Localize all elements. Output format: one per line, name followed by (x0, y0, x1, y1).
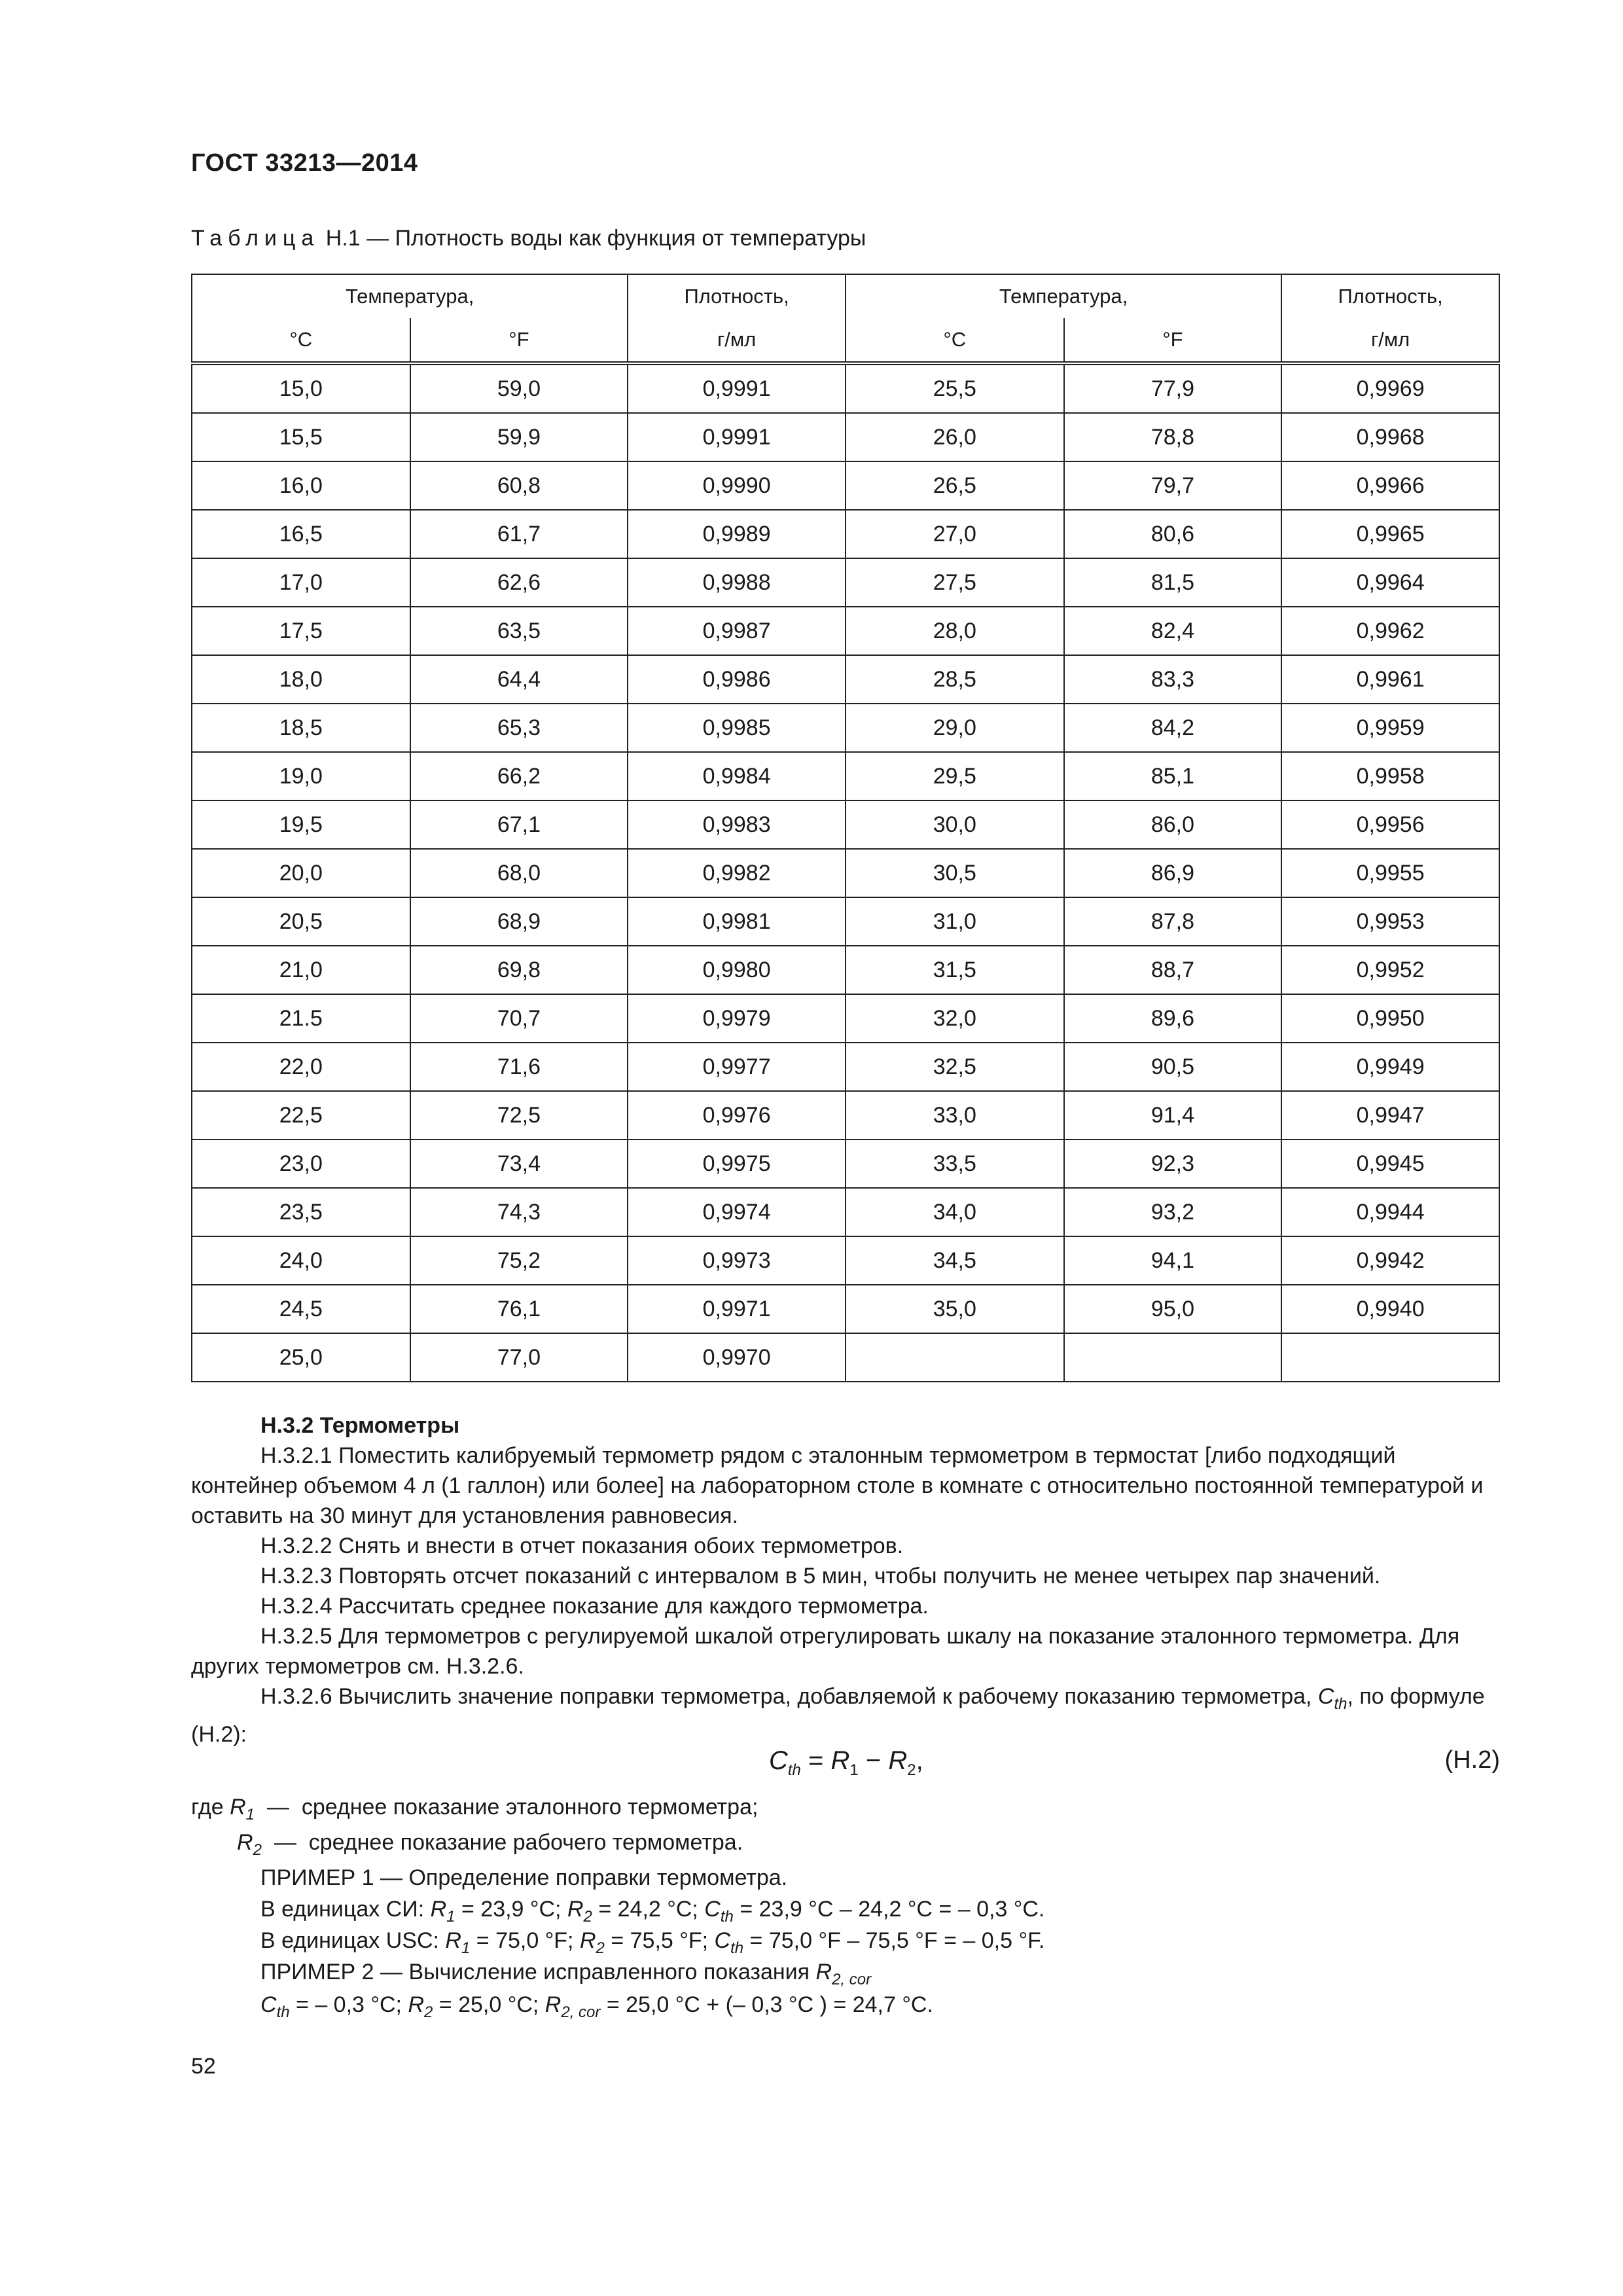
table-cell: 28,0 (846, 607, 1064, 655)
table-cell: 21,0 (192, 946, 410, 994)
table-cell: 0,9984 (628, 752, 846, 800)
table-cell: 17,0 (192, 558, 410, 607)
table-cell: 92,3 (1064, 1139, 1282, 1188)
density-table-body (192, 363, 1499, 1382)
table-row (192, 558, 1499, 607)
table-cell: 85,1 (1064, 752, 1282, 800)
table-cell: 0,9964 (1281, 558, 1499, 607)
table-row (192, 704, 1499, 752)
table-cell: 0,9990 (628, 461, 846, 510)
table-cell: 63,5 (410, 607, 628, 655)
where-r2: $R_2$ — среднее показание рабочего термометра. (237, 1830, 743, 1859)
paragraph-h323: Н.3.2.3 Повторять отсчет показаний с интервалом в 5 мин, чтобы получить не менее четырех пар значений. (260, 1564, 1381, 1588)
table-cell: 88,7 (1064, 946, 1282, 994)
table-cell: 27,5 (846, 558, 1064, 607)
table-cell: 0,9949 (1281, 1043, 1499, 1091)
unit-celsius-right: °C (846, 318, 1064, 363)
table-cell: 0,9986 (628, 655, 846, 704)
paragraph-h321: Н.3.2.1 Поместить калибруемый термометр рядом с эталонным термометром в термостат [либо подходящий контейнер объемом 4 л (1 галлон) или более] на лабораторном столе в комнате с относительно постоянной температурой и оставить на 30 минут для установления равновесия. (191, 1443, 1484, 1528)
table-cell: 0,9975 (628, 1139, 846, 1188)
table-cell: 21.5 (192, 994, 410, 1043)
header-density-left: Плотность, (628, 274, 846, 318)
table-cell: 77,9 (1064, 363, 1282, 413)
table-cell: 74,3 (410, 1188, 628, 1236)
table-cell (1064, 1333, 1282, 1382)
example-1-usc: В единицах USC: $R_1 = 75,0$ °F; $R_2 = 75,5$ °F; $C_{th} = 75,0$ °F – 75,5 °F = – 0,5 °F. (260, 1928, 1045, 1957)
paragraph-h324: Н.3.2.4 Рассчитать среднее показание для каждого термометра. (260, 1594, 929, 1619)
unit-gml-left: г/мл (628, 318, 846, 363)
table-cell: 66,2 (410, 752, 628, 800)
table-cell: 0,9950 (1281, 994, 1499, 1043)
table-cell: 90,5 (1064, 1043, 1282, 1091)
table-cell: 0,9979 (628, 994, 846, 1043)
table-row (192, 1285, 1499, 1333)
example-2-title: ПРИМЕР 2 — Вычисление исправленного показания $R_{2, cor}$ (260, 1960, 872, 1988)
table-cell: 0,9987 (628, 607, 846, 655)
table-cell: 25,0 (192, 1333, 410, 1382)
table-cell: 34,5 (846, 1236, 1064, 1285)
table-cell: 89,6 (1064, 994, 1282, 1043)
table-cell: 95,0 (1064, 1285, 1282, 1333)
table-cell: 24,0 (192, 1236, 410, 1285)
table-cell: 60,8 (410, 461, 628, 510)
table-cell: 18,5 (192, 704, 410, 752)
paragraph-h326-end: , по формуле (Н.2): (191, 1684, 1485, 1747)
unit-celsius-left: °C (192, 318, 410, 363)
table-cell: 68,9 (410, 897, 628, 946)
document-header: ГОСТ 33213—2014 (191, 149, 418, 177)
table-cell: 61,7 (410, 510, 628, 558)
table-cell: 84,2 (1064, 704, 1282, 752)
table-cell: 79,7 (1064, 461, 1282, 510)
where-r1: где $R_1$ — среднее показание эталонного термометра; (191, 1795, 758, 1823)
table-cell: 19,0 (192, 752, 410, 800)
table-cell: 78,8 (1064, 413, 1282, 461)
table-row (192, 655, 1499, 704)
formula-h2: $C_{th} = R_1 - R_2$, (769, 1746, 923, 1779)
table-cell: 76,1 (410, 1285, 628, 1333)
table-row (192, 1236, 1499, 1285)
table-cell: 29,0 (846, 704, 1064, 752)
table-cell: 23,5 (192, 1188, 410, 1236)
example-2-calc: $C_{th}$ = – 0,3 °C; $R_2 = 25,0$ °C; $R_{2, cor} = 25,0$ °C + (– 0,3 °C ) = 24,7 °C. (260, 1992, 933, 2021)
table-row (192, 1043, 1499, 1091)
table-caption-prefix: Таблица (191, 226, 320, 251)
table-cell: 29,5 (846, 752, 1064, 800)
table-cell: 73,4 (410, 1139, 628, 1188)
table-row (192, 607, 1499, 655)
table-cell: 15,5 (192, 413, 410, 461)
table-cell: 0,9962 (1281, 607, 1499, 655)
table-row (192, 1188, 1499, 1236)
density-table (191, 274, 1500, 1382)
table-cell: 94,1 (1064, 1236, 1282, 1285)
table-cell: 71,6 (410, 1043, 628, 1091)
table-cell: 0,9945 (1281, 1139, 1499, 1188)
table-row (192, 994, 1499, 1043)
paragraph-h325: Н.3.2.5 Для термометров с регулируемой шкалой отрегулировать шкалу на показание эталонного термометра. Для других термометров см. Н.3.2.6. (191, 1624, 1460, 1679)
table-cell: 0,9965 (1281, 510, 1499, 558)
table-row (192, 363, 1499, 413)
table-cell: 0,9968 (1281, 413, 1499, 461)
table-cell (846, 1333, 1064, 1382)
section-heading: Н.3.2 Термометры (260, 1413, 460, 1438)
table-cell: 0,9942 (1281, 1236, 1499, 1285)
table-row (192, 413, 1499, 461)
paragraph-h326 (191, 1681, 1500, 1749)
table-caption (191, 226, 866, 251)
table-cell: 0,9959 (1281, 704, 1499, 752)
table-cell: 33,0 (846, 1091, 1064, 1139)
table-caption-text: Н.1 — Плотность воды как функция от температуры (325, 226, 866, 251)
table-cell: 0,9976 (628, 1091, 846, 1139)
table-cell: 91,4 (1064, 1091, 1282, 1139)
table-cell: 30,5 (846, 849, 1064, 897)
table-cell: 0,9988 (628, 558, 846, 607)
table-row (192, 897, 1499, 946)
table-cell: 0,9955 (1281, 849, 1499, 897)
paragraph-h326-text: Н.3.2.6 Вычислить значение поправки термометра, добавляемой к рабочему показанию термометра, (260, 1684, 1318, 1709)
table-cell: 20,0 (192, 849, 410, 897)
cth-symbol: $C_{th}$ (1317, 1684, 1347, 1713)
table-cell: 87,8 (1064, 897, 1282, 946)
table-cell: 0,9947 (1281, 1091, 1499, 1139)
table-cell: 35,0 (846, 1285, 1064, 1333)
table-cell: 19,5 (192, 800, 410, 849)
table-cell: 0,9982 (628, 849, 846, 897)
table-cell: 31,5 (846, 946, 1064, 994)
table-cell: 68,0 (410, 849, 628, 897)
table-cell: 0,9985 (628, 704, 846, 752)
table-cell: 0,9989 (628, 510, 846, 558)
unit-fahrenheit-left: °F (410, 318, 628, 363)
table-cell: 64,4 (410, 655, 628, 704)
table-row (192, 849, 1499, 897)
table-cell: 86,9 (1064, 849, 1282, 897)
table-cell: 0,9953 (1281, 897, 1499, 946)
table-row (192, 1091, 1499, 1139)
table-cell: 72,5 (410, 1091, 628, 1139)
table-cell: 26,5 (846, 461, 1064, 510)
table-cell: 0,9981 (628, 897, 846, 946)
table-cell: 93,2 (1064, 1188, 1282, 1236)
table-cell: 18,0 (192, 655, 410, 704)
table-cell: 16,5 (192, 510, 410, 558)
table-cell: 0,9971 (628, 1285, 846, 1333)
table-cell: 0,9952 (1281, 946, 1499, 994)
table-cell: 22,0 (192, 1043, 410, 1091)
table-cell: 0,9969 (1281, 363, 1499, 413)
table-cell: 31,0 (846, 897, 1064, 946)
table-cell: 15,0 (192, 363, 410, 413)
table-row (192, 1139, 1499, 1188)
header-density-right: Плотность, (1281, 274, 1499, 318)
table-cell: 80,6 (1064, 510, 1282, 558)
table-cell: 34,0 (846, 1188, 1064, 1236)
table-cell: 81,5 (1064, 558, 1282, 607)
section-text (191, 1410, 1500, 1749)
table-cell: 30,0 (846, 800, 1064, 849)
table-row (192, 800, 1499, 849)
table-cell: 59,0 (410, 363, 628, 413)
formula-number: (Н.2) (1444, 1746, 1500, 1774)
table-cell: 32,0 (846, 994, 1064, 1043)
table-cell: 0,9991 (628, 363, 846, 413)
table-cell: 0,9944 (1281, 1188, 1499, 1236)
table-cell: 62,6 (410, 558, 628, 607)
table-cell: 0,9973 (628, 1236, 846, 1285)
table-cell: 0,9974 (628, 1188, 846, 1236)
table-cell: 20,5 (192, 897, 410, 946)
example-1-title: ПРИМЕР 1 — Определение поправки термометра. (260, 1865, 788, 1890)
unit-gml-right: г/мл (1281, 318, 1499, 363)
table-cell (1281, 1333, 1499, 1382)
table-cell: 59,9 (410, 413, 628, 461)
table-cell: 67,1 (410, 800, 628, 849)
example-1-si: В единицах СИ: $R_1 = 23,9$ °C; $R_2 = 24,2$ °C; $C_{th} = 23,9$ °C – 24,2 °C = – 0,3 °C. (260, 1897, 1045, 1926)
table-cell: 83,3 (1064, 655, 1282, 704)
table-cell: 16,0 (192, 461, 410, 510)
table-cell: 25,5 (846, 363, 1064, 413)
table-cell: 22,5 (192, 1091, 410, 1139)
table-cell: 69,8 (410, 946, 628, 994)
table-cell: 65,3 (410, 704, 628, 752)
table-cell: 0,9977 (628, 1043, 846, 1091)
table-cell: 77,0 (410, 1333, 628, 1382)
table-cell: 70,7 (410, 994, 628, 1043)
table-cell: 0,9958 (1281, 752, 1499, 800)
table-cell: 0,9970 (628, 1333, 846, 1382)
unit-fahrenheit-right: °F (1064, 318, 1282, 363)
table-row (192, 752, 1499, 800)
table-cell: 82,4 (1064, 607, 1282, 655)
table-row (192, 510, 1499, 558)
table-cell: 75,2 (410, 1236, 628, 1285)
header-temperature-left: Температура, (192, 274, 628, 318)
table-cell: 0,9991 (628, 413, 846, 461)
table-cell: 0,9956 (1281, 800, 1499, 849)
table-cell: 17,5 (192, 607, 410, 655)
table-cell: 27,0 (846, 510, 1064, 558)
page-number: 52 (191, 2054, 216, 2079)
table-cell: 32,5 (846, 1043, 1064, 1091)
header-temperature-right: Температура, (846, 274, 1281, 318)
table-cell: 86,0 (1064, 800, 1282, 849)
paragraph-h322: Н.3.2.2 Снять и внести в отчет показания обоих термометров. (260, 1534, 904, 1558)
table-cell: 0,9966 (1281, 461, 1499, 510)
table-cell: 26,0 (846, 413, 1064, 461)
table-cell: 0,9980 (628, 946, 846, 994)
table-cell: 24,5 (192, 1285, 410, 1333)
table-cell: 33,5 (846, 1139, 1064, 1188)
table-cell: 23,0 (192, 1139, 410, 1188)
table-row (192, 1333, 1499, 1382)
table-cell: 28,5 (846, 655, 1064, 704)
table-cell: 0,9983 (628, 800, 846, 849)
table-row (192, 461, 1499, 510)
table-cell: 0,9961 (1281, 655, 1499, 704)
table-row (192, 946, 1499, 994)
table-cell: 0,9940 (1281, 1285, 1499, 1333)
